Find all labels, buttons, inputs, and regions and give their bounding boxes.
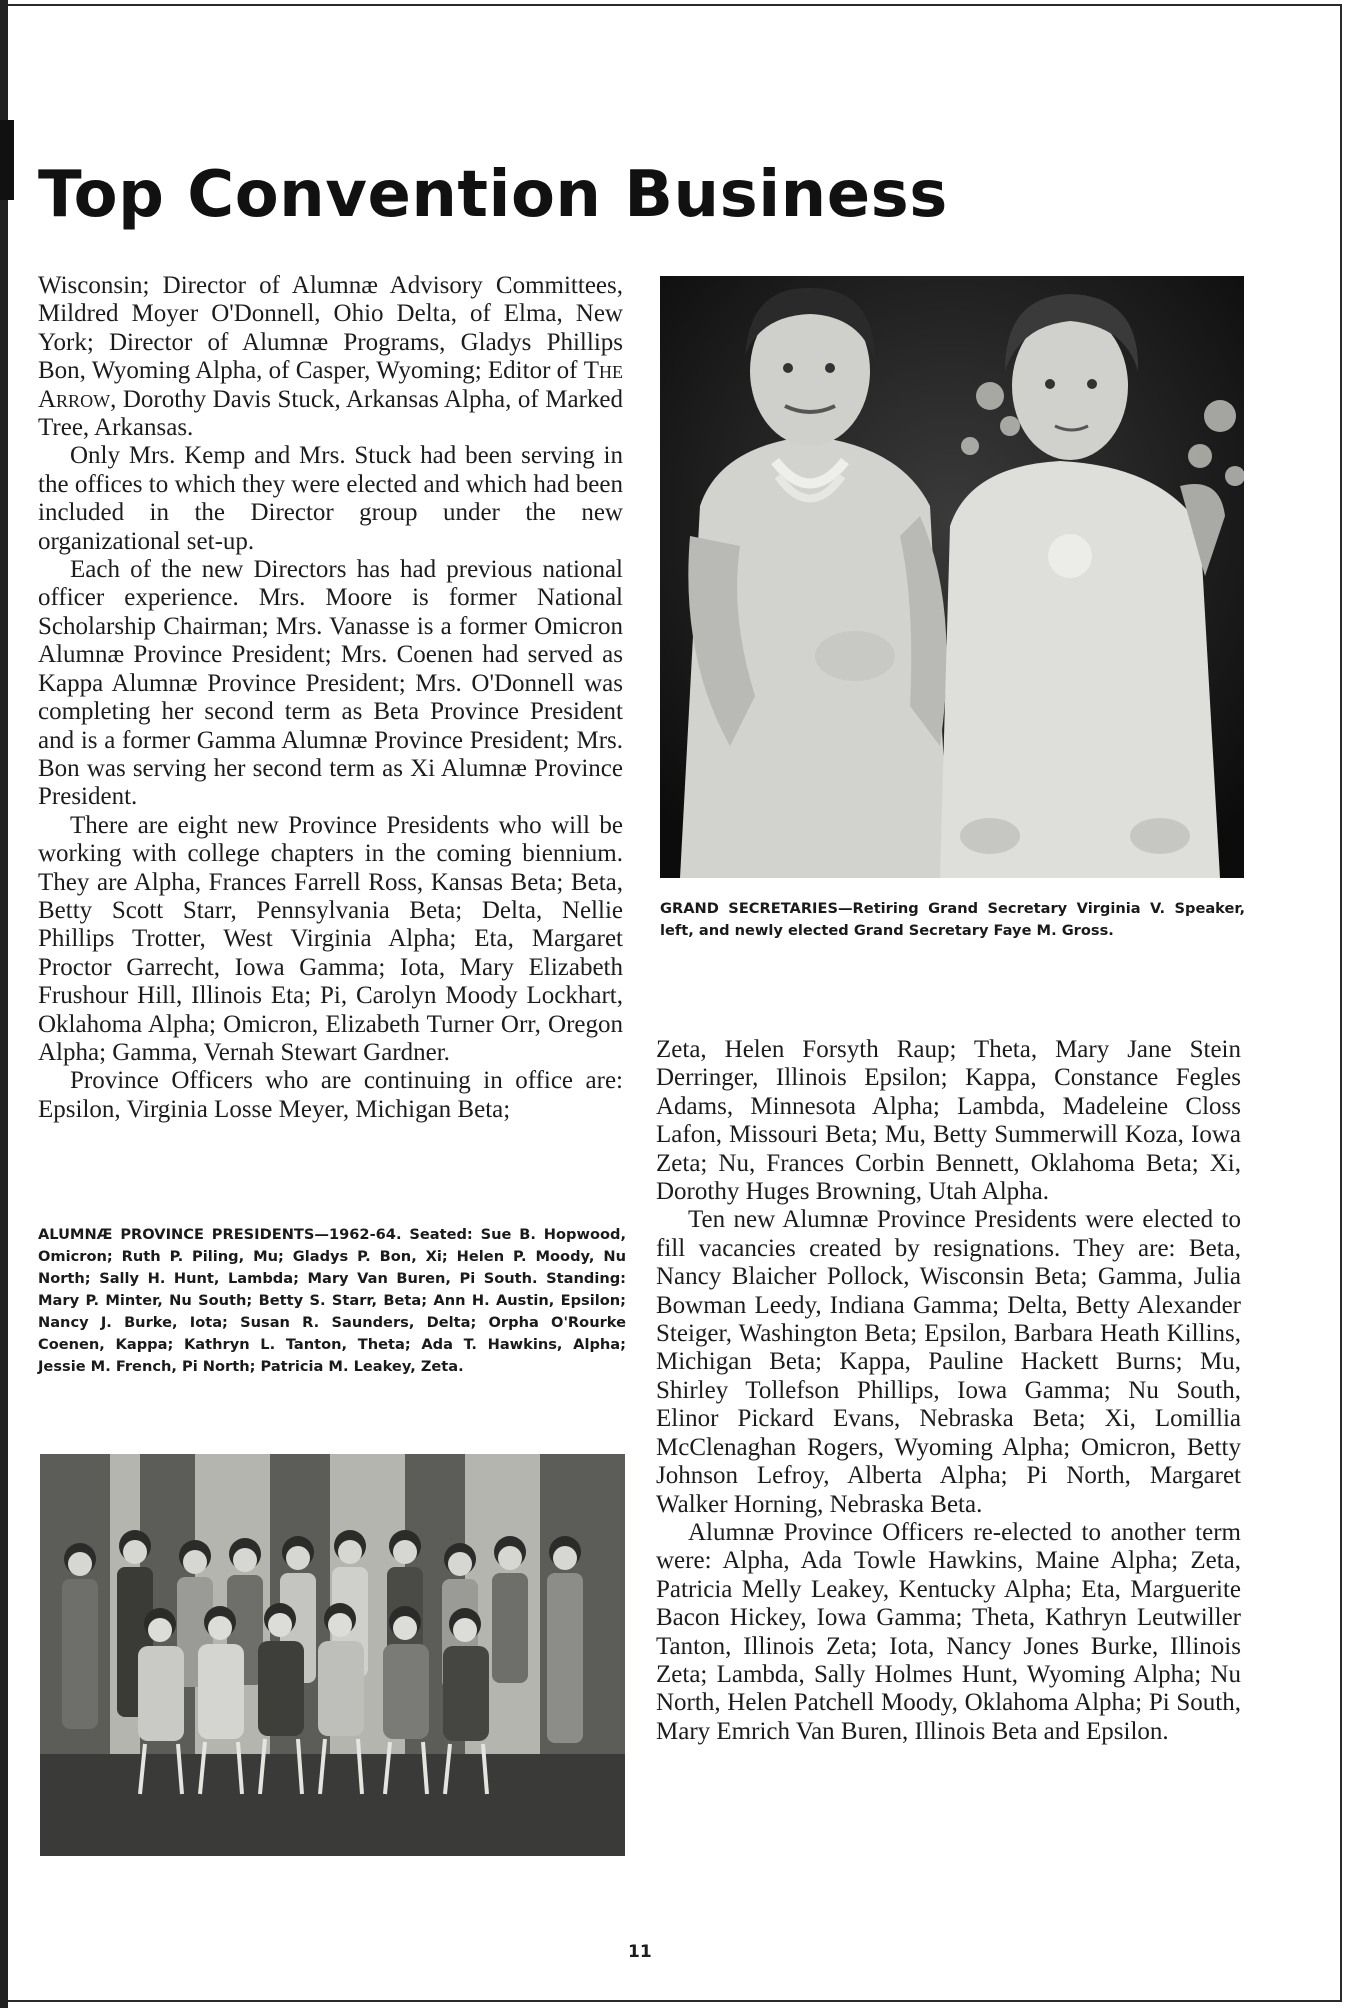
paragraph: Zeta, Helen Forsyth Raup; Theta, Mary Jane Stein Derringer, Illinois Epsilon; Kappa, Constance Fegles Adams, Minnesota Alpha; Lambda, Madeleine Closs Lafon, Missouri Beta; Mu, Betty Summerwill Koza, Iowa Zeta; Nu, Frances Corbin Bennett, Oklahoma Beta; Xi, Dorothy Huges Browning, Utah Alpha. bbox=[656, 1036, 1241, 1206]
page-number: 11 bbox=[628, 1942, 652, 1962]
grand-secretaries-caption: GRAND SECRETARIES—Retiring Grand Secretary Virginia V. Speaker, left, and newly elected Grand Secretary Faye M. Gross. bbox=[660, 900, 1245, 939]
province-presidents-illustration bbox=[40, 1454, 625, 1856]
paragraph: Each of the new Directors has had previous national officer experience. Mrs. Moore is former National Scholarship Chairman; Mrs. Vanasse is a former Omicron Alumnæ Province President; Mrs. Coenen had served as Kappa Alumnæ Province President; Mrs. O'Donnell was completing her second term as Beta Province President and is a former Gamma Alumnæ Province President; Mrs. Bon was serving her second term as Xi Alumnæ Province President. bbox=[38, 556, 623, 811]
paragraph: Only Mrs. Kemp and Mrs. Stuck had been serving in the offices to which they were elected and which had been included in the Director group under the new organizational set-up. bbox=[38, 442, 623, 555]
province-presidents-caption: ALUMNÆ PROVINCE PRESIDENTS—1962-64. Seated: Sue B. Hopwood, Omicron; Ruth P. Piling, Mu; Gladys P. Bon, Xi; Helen P. Moody, Nu North; Sally H. Hunt, Lambda; Mary Van Buren, Pi South. Standing: Mary P. Minter, Nu South; Betty S. Starr, Beta; Ann H. Austin, Epsilon; Nancy J. Burke, Iota; Susan R. Saunders, Delta; Orpha O'Rourke Coenen, Kappa; Kathryn L. Tanton, Theta; Ada T. Hawkins, Alpha; Jessie M. French, Pi North; Patricia M. Leakey, Zeta. bbox=[38, 1226, 626, 1375]
scan-edge bbox=[0, 0, 8, 2008]
paragraph bbox=[38, 272, 623, 442]
paragraph: Ten new Alumnæ Province Presidents were elected to fill vacancies created by resignations. They are: Beta, Nancy Blaicher Pollock, Wisconsin Beta; Gamma, Julia Bowman Leedy, Indiana Gamma; Delta, Betty Alexander Steiger, Washington Beta; Epsilon, Barbara Heath Killins, Michigan Beta; Kappa, Pauline Hackett Burns; Mu, Shirley Tollefson Phillips, Iowa Gamma; Nu South, Elinor Pickard Evans, Nebraska Beta; Xi, Lomillia McClenaghan Rogers, Wyoming Alpha; Omicron, Betty Johnson Lefroy, Alberta Alpha; Pi North, Margaret Walker Horning, Nebraska Beta. bbox=[656, 1206, 1241, 1518]
page-title: Top Convention Business bbox=[38, 158, 948, 232]
paragraph-text: , Dorothy Davis Stuck, Arkansas Alpha, of Marked Tree, Arkansas. bbox=[38, 385, 623, 442]
paragraph: Alumnæ Province Officers re-elected to another term were: Alpha, Ada Towle Hawkins, Maine Alpha; Zeta, Patricia Melly Leakey, Kentucky Alpha; Eta, Marguerite Bacon Hickey, Iowa Gamma; Theta, Kathryn Leutwiller Tanton, Illinois Zeta; Iota, Nancy Jones Burke, Illinois Zeta; Lambda, Sally Holmes Hunt, Wyoming Alpha; Nu North, Helen Patchell Moody, Oklahoma Alpha; Pi South, Mary Emrich Van Buren, Illinois Beta and Epsilon. bbox=[656, 1518, 1241, 1745]
paragraph: There are eight new Province Presidents who will be working with college chapters in the coming biennium. They are Alpha, Frances Farrell Ross, Kansas Beta; Beta, Betty Scott Starr, Pennsylvania Beta; Delta, Nellie Phillips Trotter, West Virginia Alpha; Eta, Margaret Proctor Garrecht, Iowa Gamma; Iota, Mary Elizabeth Frushour Hill, Illinois Eta; Pi, Carolyn Moody Lockhart, Oklahoma Alpha; Omicron, Elizabeth Turner Orr, Oregon Alpha; Gamma, Vernah Stewart Gardner. bbox=[38, 811, 623, 1066]
magazine-name: The Arrow bbox=[38, 357, 624, 413]
paragraph: Province Officers who are continuing in office are: Epsilon, Virginia Losse Meyer, Michigan Beta; bbox=[38, 1067, 623, 1123]
grand-secretaries-photo bbox=[660, 276, 1244, 878]
grand-secretaries-illustration bbox=[660, 276, 1244, 878]
article-left-column bbox=[38, 272, 623, 1124]
paragraph-text: Wisconsin; Director of Alumnæ Advisory Committees, Mildred Moyer O'Donnell, Ohio Delta, of Elma, New York; Director of Alumnæ Programs, Gladys Phillips Bon, Wyoming Alpha, of Casper, Wyoming; Editor of bbox=[38, 272, 623, 385]
article-right-column bbox=[656, 1036, 1241, 1746]
scan-edge-notch bbox=[0, 120, 14, 200]
province-presidents-photo bbox=[40, 1454, 625, 1856]
